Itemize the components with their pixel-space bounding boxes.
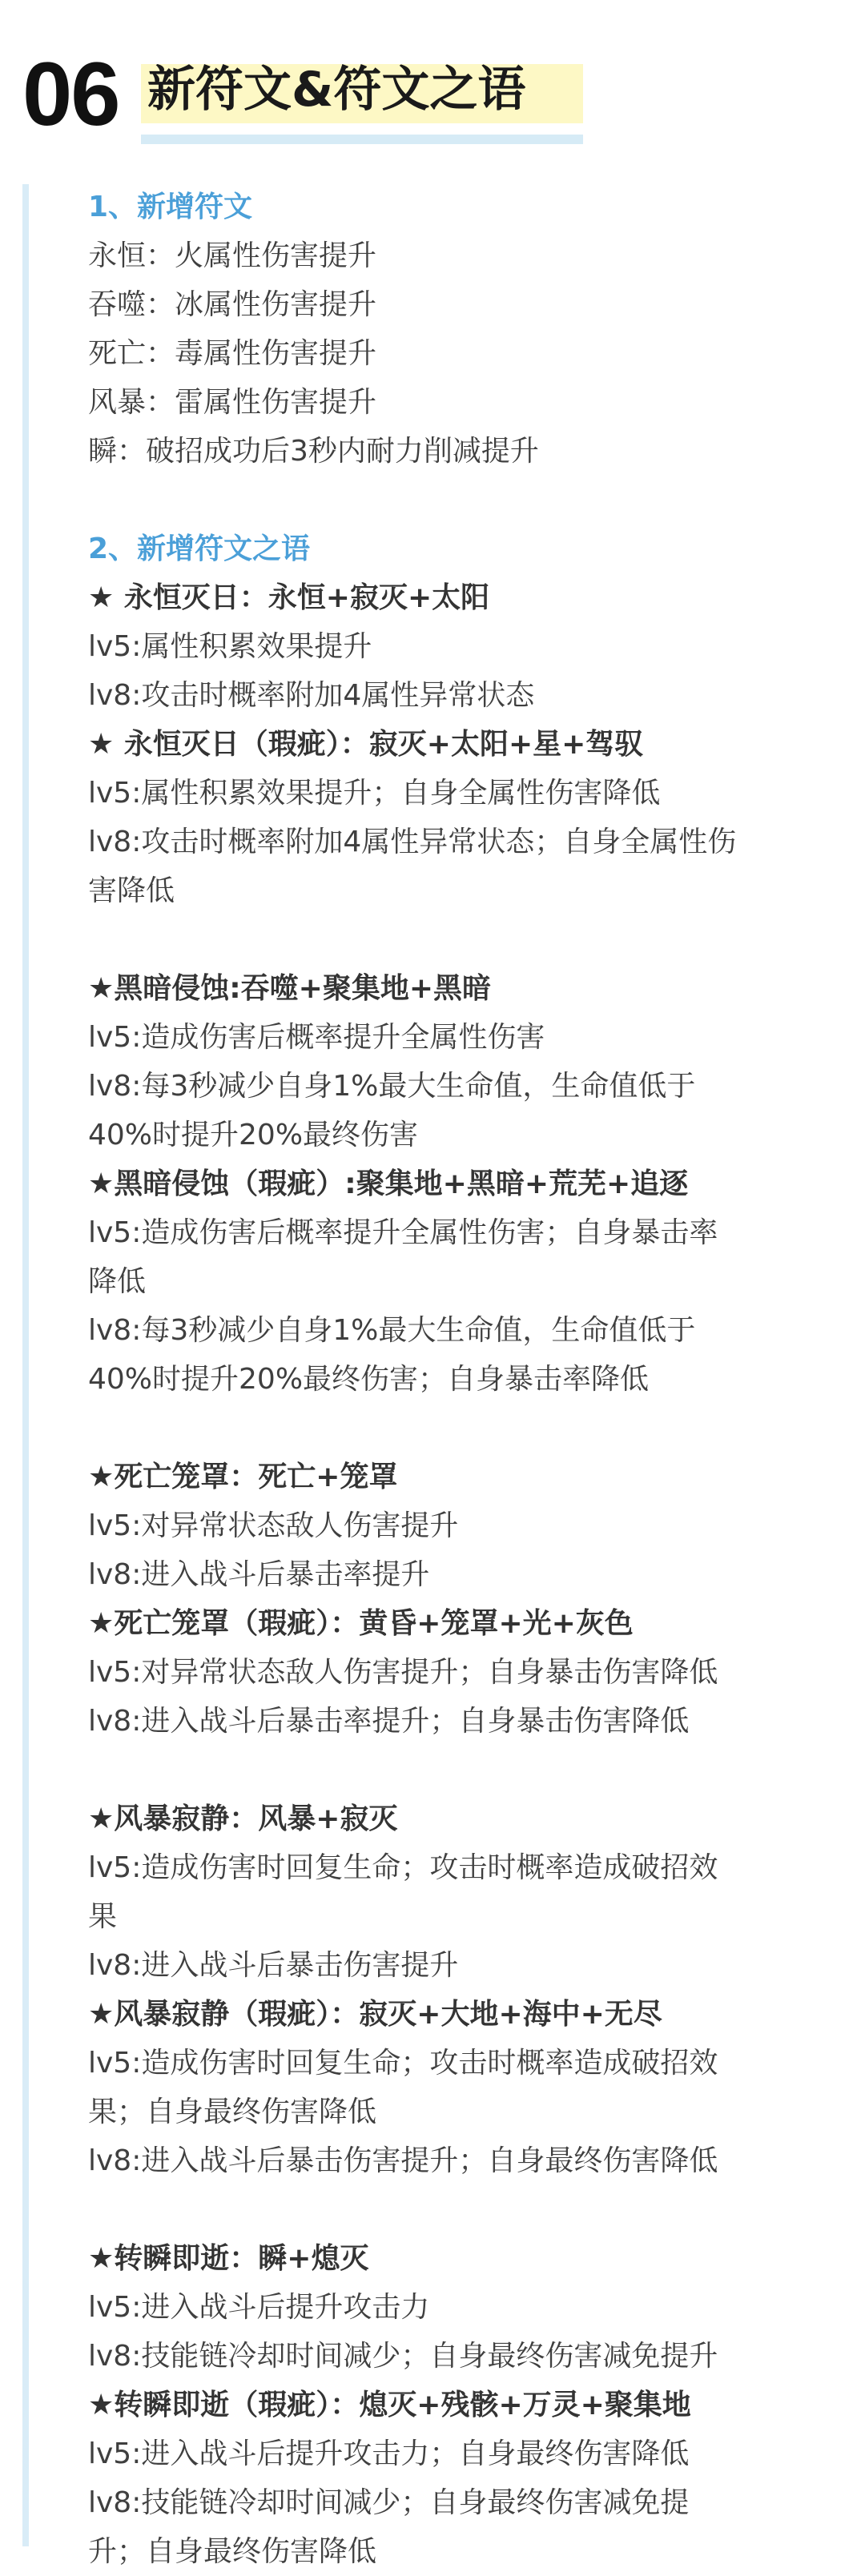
new-runewords-heading: 2、新增符文之语 — [88, 532, 311, 565]
spacer — [88, 2185, 809, 2234]
runeword-effect: lv5:造成伤害后概率提升全属性伤害；自身暴击率 — [88, 1216, 718, 1249]
spacer — [88, 476, 809, 524]
runeword-effect: lv5:造成伤害时回复生命；攻击时概率造成破招效 — [88, 1851, 718, 1884]
runeword-effect: lv5:属性积累效果提升 — [88, 630, 372, 663]
new-runes-list — [88, 231, 809, 476]
runeword-effect: lv8:进入战斗后暴击伤害提升；自身最终伤害降低 — [88, 2144, 718, 2177]
runeword-title: ★风暴寂静：风暴+寂灭 — [88, 1802, 398, 1835]
rune-item: 吞噬：冰属性伤害提升 — [88, 288, 377, 321]
runeword-title: ★风暴寂静（瑕疵）：寂灭+大地+海中+无尽 — [88, 1998, 662, 2031]
runeword-effect: lv8:攻击时概率附加4属性异常状态 — [88, 679, 535, 712]
runeword-title: ★ 永恒灭日（瑕疵）：寂灭+太阳+星+驾驭 — [88, 728, 644, 761]
runeword-effect: lv8:技能链冷却时间减少；自身最终伤害减免提 — [88, 2486, 690, 2519]
new-runes-heading: 1、新增符文 — [88, 191, 253, 223]
runeword-effect: lv8:进入战斗后暴击率提升；自身暴击伤害降低 — [88, 1705, 690, 1738]
runeword-effect: 果；自身最终伤害降低 — [88, 2096, 377, 2128]
runeword-title: ★黑暗侵蚀:吞噬+聚集地+黑暗 — [88, 972, 491, 1005]
runeword-title: ★转瞬即逝（瑕疵）：熄灭+残骸+万灵+聚集地 — [88, 2389, 691, 2421]
rune-item: 死亡：毒属性伤害提升 — [88, 337, 377, 370]
runeword-effect: lv5:属性积累效果提升；自身全属性伤害降低 — [88, 777, 661, 810]
runeword-effect: lv8:技能链冷却时间减少；自身最终伤害减免提升 — [88, 2340, 718, 2373]
runeword-group — [88, 1794, 809, 2185]
runeword-effect: lv5:对异常状态敌人伤害提升；自身暴击伤害降低 — [88, 1656, 718, 1689]
section-number: 06 — [22, 44, 119, 144]
rune-item: 风暴：雷属性伤害提升 — [88, 386, 377, 419]
runeword-effect: lv8:进入战斗后暴击率提升 — [88, 1558, 430, 1591]
runeword-effect: lv8:每3秒减少自身1%最大生命值，生命值低于 — [88, 1314, 696, 1347]
rune-item: 永恒：火属性伤害提升 — [88, 239, 377, 272]
spacer — [88, 915, 809, 964]
runeword-effect: lv5:对异常状态敌人伤害提升 — [88, 1509, 459, 1542]
section-header — [22, 46, 855, 151]
new-runewords-list — [88, 573, 809, 2576]
runeword-effect: lv8:每3秒减少自身1%最大生命值，生命值低于 — [88, 1070, 696, 1103]
runeword-group — [88, 2234, 809, 2576]
runeword-title: ★转瞬即逝：瞬+熄灭 — [88, 2242, 369, 2275]
runeword-group — [88, 573, 809, 915]
section-title: 新符文&符文之语 — [147, 62, 526, 118]
runeword-effect: 升；自身最终伤害降低 — [88, 2535, 377, 2568]
runeword-effect: lv5:进入战斗后提升攻击力；自身最终伤害降低 — [88, 2437, 690, 2470]
spacer — [88, 1746, 809, 1794]
runeword-title: ★黑暗侵蚀（瑕疵）:聚集地+黑暗+荒芜+追逐 — [88, 1167, 689, 1200]
runeword-effect: 降低 — [88, 1265, 147, 1298]
runeword-effect: 害降低 — [88, 874, 175, 907]
runeword-group — [88, 1453, 809, 1746]
runeword-effect: 40%时提升20%最终伤害 — [88, 1119, 419, 1151]
runeword-title: ★ 永恒灭日：永恒+寂灭+太阳 — [88, 581, 490, 614]
runeword-effect: lv5:造成伤害后概率提升全属性伤害 — [88, 1021, 545, 1054]
runeword-effect: 40%时提升20%最终伤害；自身暴击率降低 — [88, 1363, 650, 1396]
runeword-effect: lv5:进入战斗后提升攻击力 — [88, 2291, 430, 2324]
title-block — [141, 46, 583, 146]
rune-item: 瞬：破招成功后3秒内耐力削减提升 — [88, 435, 539, 468]
title-underline — [141, 135, 583, 144]
spacer — [88, 1404, 809, 1453]
runeword-group — [88, 964, 809, 1404]
article-content — [88, 183, 809, 2576]
runeword-effect: 果 — [88, 1900, 118, 1933]
runeword-title: ★死亡笼罩：死亡+笼罩 — [88, 1461, 398, 1493]
runeword-effect: lv8:进入战斗后暴击伤害提升 — [88, 1949, 459, 1982]
runeword-effect: lv8:攻击时概率附加4属性异常状态；自身全属性伤 — [88, 826, 737, 858]
runeword-effect: lv5:造成伤害时回复生命；攻击时概率造成破招效 — [88, 2047, 718, 2080]
content-left-bar — [22, 184, 29, 2546]
runeword-title: ★死亡笼罩（瑕疵）：黄昏+笼罩+光+灰色 — [88, 1607, 634, 1640]
